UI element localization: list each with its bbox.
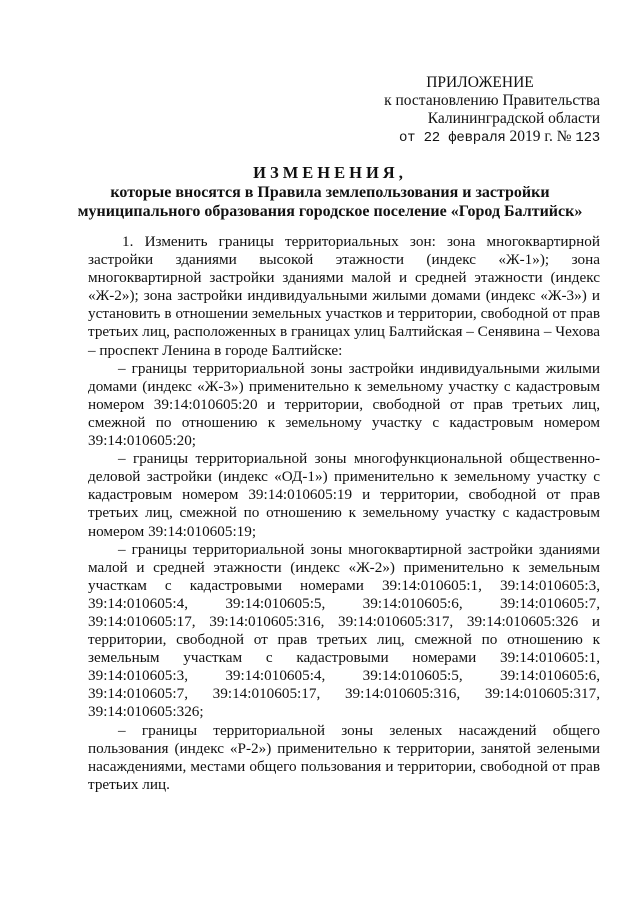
number-sign: №: [556, 128, 572, 145]
date-value: от 22 февраля: [398, 130, 506, 146]
date-line: [330, 128, 600, 147]
region-name: Калининградской области: [427, 110, 600, 127]
title-line-1: которые вносятся в Правила землепользования и застройки: [110, 184, 550, 201]
document-title: [60, 163, 600, 221]
document-body: [88, 233, 600, 794]
bullet-r2: – границы территориальной зоны зеленых насаждений общего пользования (индекс «Р-2») применительно к территории, занятой зелеными насаждениями, местами общего пользования и территории, свободной от прав третьих лиц.: [88, 721, 600, 793]
title-line-2: муниципального образования городское поселение «Город Балтийск»: [77, 203, 583, 220]
bullet-zh3: – границы территориальной зоны застройки индивидуальными жилыми домами (индекс «Ж-3») применительно к земельному участку с кадастровым номером 39:14:010605:20 и территории, свободной от прав третьих лиц, смежной по отношению к земельному участку с кадастровым номером 39:14:010605:20;: [88, 359, 600, 450]
paragraph-1: 1. Изменить границы территориальных зон: зона многоквартирной застройки зданиями высокой этажности (индекс «Ж-1»); зона многоквартирной застройки зданиями малой и средней этажности (индекс «Ж-2»); зона застройки индивидуальными жилыми домами (индекс «Ж-3») и установить в отношении земельных участков и территории, свободной от прав третьих лиц, расположенных в границах улиц Балтийская – Сенявина – Чехова – проспект Ленина в городе Балтийске:: [88, 233, 600, 359]
year-value: 2019 г.: [509, 128, 553, 145]
appendix-header: [330, 74, 600, 147]
appendix-label: ПРИЛОЖЕНИЕ: [426, 74, 534, 91]
resolution-number: 123: [575, 130, 600, 146]
bullet-od1: – границы территориальной зоны многофункциональной общественно-деловой застройки (индекс «ОД-1») применительно к земельному участку с кадастровым номером 39:14:010605:19 и территории, свободной от прав третьих лиц, смежной по отношению к земельному участку с кадастровым номером 39:14:010605:19;: [88, 450, 600, 540]
bullet-zh2: – границы территориальной зоны многоквартирной застройки зданиями малой и средней этажности (индекс «Ж-2») применительно к земельным участкам с кадастровыми номерами 39:14:010605:1, 39:14:010605:3, 39:14:010605:4, 39:14:010605:5, 39:14:010605:6, 39:14:010605:7, 39:14:010605:17, 39:14:010605:316, 39:14:010605:317, 39:14:010605:326 и территории, свободной от прав третьих лиц, смежной по отношению к земельным участкам с кадастровыми номерами 39:14:010605:1, 39:14:010605:3, 39:14:010605:4, 39:14:010605:5, 39:14:010605:6, 39:14:010605:7, 39:14:010605:17, 39:14:010605:316, 39:14:010605:317, 39:14:010605:326;: [88, 540, 600, 721]
resolution-reference: к постановлению Правительства: [384, 92, 600, 109]
title-main: ИЗМЕНЕНИЯ,: [253, 163, 407, 182]
